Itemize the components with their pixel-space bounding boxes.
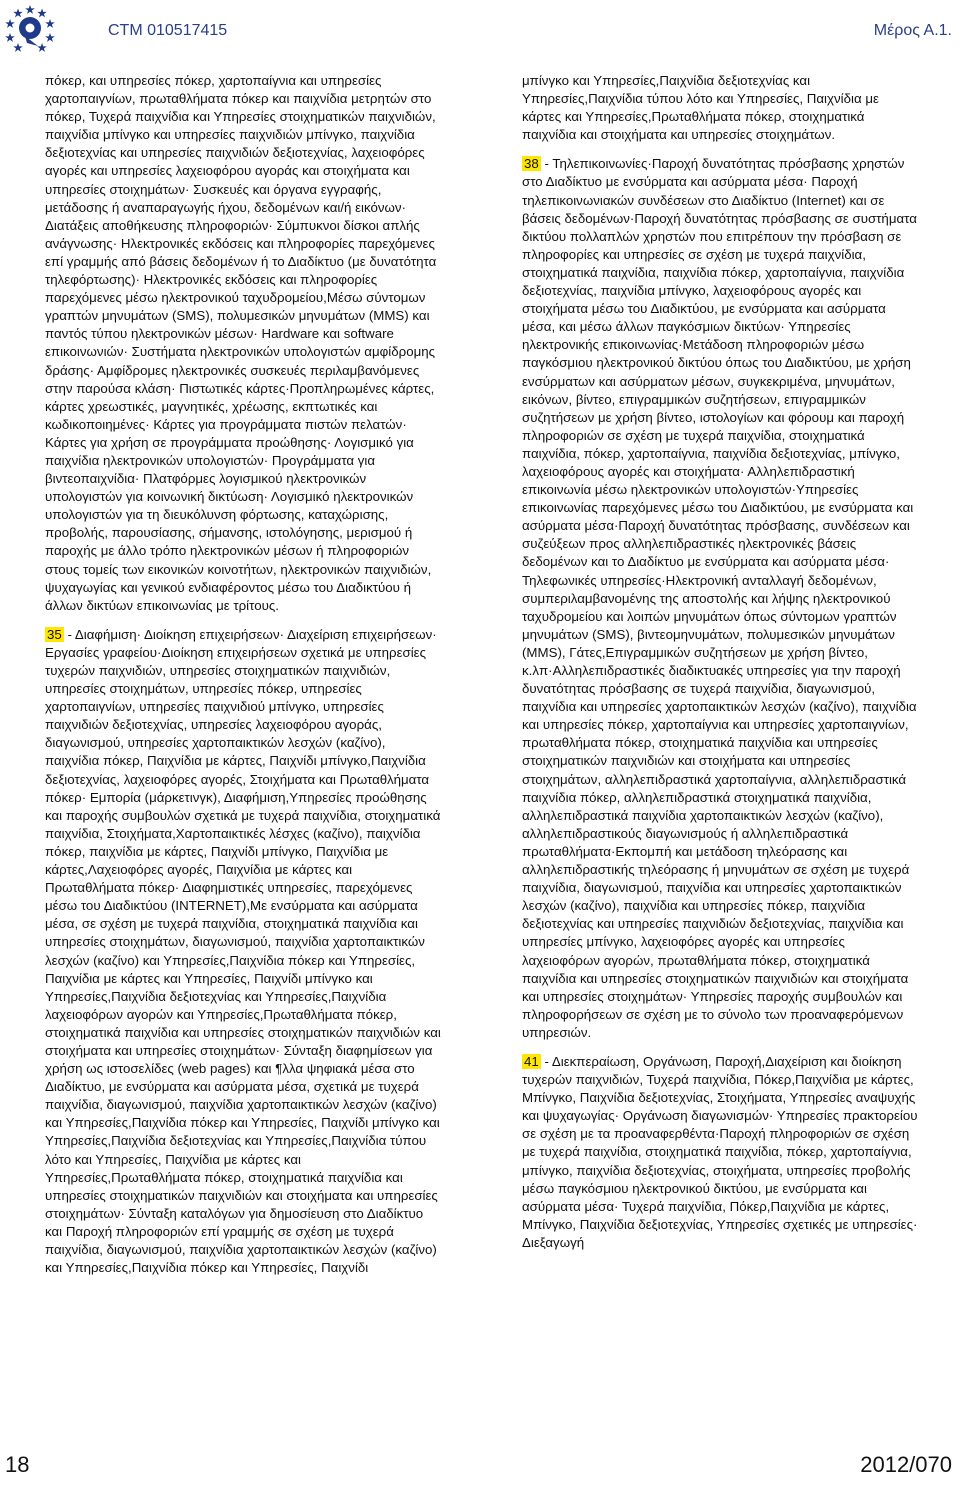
part-label: Μέρος Α.1. bbox=[873, 22, 952, 39]
class-number-35: 35 bbox=[47, 626, 62, 642]
paragraph-class-41 bbox=[522, 1053, 920, 1252]
class-35-text: - Διαφήμιση· Διοίκηση επιχειρήσεων· Διαχείριση επιχειρήσεων· Εργασίες γραφείου·Διοίκηση επιχειρήσεων σχετικά με υπηρεσίες τυχερών παιχνιδιών, υπηρεσίες στοιχηματικών παιχνιδιών, υπηρεσίες στοιχημάτων, υπηρεσίες πόκερ, υπηρεσίες χαρτοπαιγνίων, υπηρεσίες παιχνιδιού μπίνγκο, υπηρεσίες παιχνιδιών δεξιοτεχνίας, υπηρεσίες λαχειοφόρου αγοράς, διαγωνισμού, υπηρεσίες χαρτοπαικτικών λεσχών (καζίνο), παιχνίδια πόκερ, Παιχνίδια με κάρτες, Παιχνίδι μπίνγκο,Παιχνίδια δεξιοτεχνίας, λαχειοφόρες αγορές, Στοιχήματα και Πρωταθλήματα πόκερ· Εμπορία (μάρκετινγκ), Διαφήμιση,Υπηρεσίες προώθησης και παροχής συμβουλών σχετικά με τυχερά παιχνίδια, στοιχηματικά παιχνίδια, Στοιχήματα,Χαρτοπαικτικές λέσχες (καζίνο), παιχνίδια πόκερ, παιχνίδια με κάρτες, Παιχνίδι μπίνγκο, Παιχνίδια με κάρτες,Λαχειοφόρες αγορές, Παιχνίδια με κάρτες και Πρωταθλήματα πόκερ· Διαφημιστικές υπηρεσίες, παρεχόμενες μέσω του Διαδικτύου (INTERNET),Με ενσύρματα και ασύρματα μέσα, σε σχέση με τυχερά παιχνίδια, στοιχηματικά παιχνίδια και υπηρεσίες στοιχημάτων, διαγωνισμού, παιχνίδια χαρτοπαικτικών λεσχών (καζίνο) και Υπηρεσίες,Παιχνίδια πόκερ και Υπηρεσίες, Παιχνίδια με κάρτες και Υπηρεσίες, Παιχνίδι μπίνγκο και Υπηρεσίες,Παιχνίδια δεξιοτεχνίας και Υπηρεσίες,Παιχνίδια λαχειοφόρων αγορών και Υπηρεσίες,Πρωταθλήματα πόκερ, στοιχηματικά παιχνίδια και υπηρεσίες στοιχηματικών παιχνιδιών και στοιχήματα και υπηρεσίες στοιχημάτων· Σύνταξη διαφημίσεων για χρήση ως ιστοσελίδες (web pages) και ¶λλα ψηφιακά μέσα στο Διαδίκτυο, με ενσύρματα και ασύρματα μέσα, σχετικά με τυχερά παιχνίδια, διαγωνισμού, παιχνίδια χαρτοπαικτικών λεσχών (καζίνο) και Υπηρεσίες,Παιχνίδια πόκερ και Υπηρεσίες, Παιχνίδι μπίνγκο και Υπηρεσίες,Παιχνίδια δεξιοτεχνίας και Υπηρεσίες,Παιχνίδια τύπου λότο και Υπηρεσίες, Παιχνίδια με κάρτες και Υπηρεσίες,Πρωταθλήματα πόκερ, στοιχηματικά παιχνίδια και υπηρεσίες στοιχηματικών παιχνιδιών και στοιχήματα και υπηρεσίες στοιχημάτων· Σύνταξη καταλόγων για δημοσίευση στο Διαδίκτυο και Παροχή πληροφοριών επί γραμμής σε σχέση με τυχερά παιχνίδια, διαγωνισμού, παιχνίδια χαρτοπαικτικών λεσχών (καζίνο) και Υπηρεσίες,Παιχνίδια πόκερ και Υπηρεσίες, Παιχνίδι bbox=[45, 626, 441, 1276]
paragraph-class-35-continued: μπίνγκο και Υπηρεσίες,Παιχνίδια δεξιοτεχνίας και Υπηρεσίες,Παιχνίδια τύπου λότο και Υπηρεσίες, Παιχνίδια με κάρτες και Υπηρεσίες,Πρωταθλήματα πόκερ, στοιχηματικά παιχνίδια και στοιχήματα και υπηρεσίες στοιχημάτων. bbox=[522, 73, 879, 143]
bulletin-number: 2012/070 bbox=[860, 1452, 952, 1477]
eu-stars-logo-icon bbox=[3, 2, 57, 56]
trademark-code: CTM 010517415 bbox=[108, 22, 228, 39]
paragraph-class-38 bbox=[522, 155, 920, 1042]
class-number-41: 41 bbox=[524, 1053, 539, 1069]
class-number-38: 38 bbox=[524, 156, 539, 172]
right-column bbox=[522, 72, 920, 1263]
page-number: 18 bbox=[5, 1452, 30, 1477]
class-41-text: - Διεκπεραίωση, Οργάνωση, Παροχή,Διαχείριση και διοίκηση τυχερών παιχνιδιών, Τυχερά παιχνίδια, Πόκερ,Παιχνίδια με κάρτες, Μπίνγκο, Παιχνίδια δεξιοτεχνίας, Στοιχήματα, Υπηρεσίες αναψυχής και ψυχαγωγίας· Οργάνωση διαγωνισμών· Υπηρεσίες πρακτορείου σε σχέση με τα προαναφερθέντα·Παροχή πληροφοριών σε σχέση με τυχερά παιχνίδια, στοιχηματικά παιχνίδια, πόκερ, χαρτοπαίγνια, μπίνγκο, παιχνίδια δεξιοτεχνίας, στοιχήματα, υπηρεσίες προβολής μέσω παγκόσμιου ηλεκτρονικού δικτύου, με ενσύρματα και ασύρματα μέσα· Τυχερά παιχνίδια, Πόκερ,Παιχνίδια με κάρτες, Μπίνγκο, Παιχνίδια δεξιοτεχνίας, Υπηρεσίες σχετικές με υπηρεσίες· Διεξαγωγή bbox=[522, 1053, 918, 1250]
paragraph-class-9-continued: πόκερ, και υπηρεσίες πόκερ, χαρτοπαίγνια και υπηρεσίες χαρτοπαιγνίων, πρωταθλήματα πόκερ και παιχνίδια μετρητών στο πόκερ, Τυχερά παιχνίδια και Υπηρεσίες στοιχηματικών παιχνιδιών, παιχνίδια μπίνγκο και υπηρεσίες παιχνιδιών μπίνγκο, παιχνίδια δεξιοτεχνίας και υπηρεσίες παιχνιδιών δεξιοτεχνίας, λαχειοφόρες αγορές και υπηρεσίες λαχειοφόρου αγοράς και στοιχήματα και υπηρεσίες στοιχημάτων· Συσκευές και όργανα εγγραφής, μετάδοσης ή αναπαραγωγής ήχου, δεδομένων και/ή εικόνων· Διατάξεις αποθήκευσης πληροφοριών· Σύμπυκνοι δίσκοι απλής ανάγνωσης· Ηλεκτρονικές εκδόσεις και πληροφορίες παρεχόμενες επί γραμμής από βάσεις δεδομένων ή το Διαδίκτυο (με δυνατότητα τηλεφόρτωσης)· Ηλεκτρονικές εκδόσεις και πληροφορίες παρεχόμενες μέσω ηλεκτρονικού ταχυδρομείου,Μέσω σύντομων γραπτών μηνυμάτων (SMS), πολυμεσικών μηνυμάτων (MMS) και παντός τύπου ηλεκτρονικών μέσων· Hardware και software επικοινωνιών· Συστήματα ηλεκτρονικών υπολογιστών αμφίδρομης δράσης· Αμφίδρομες ηλεκτρονικές συσκευές περιλαμβανόμενες στην παρούσα κλάση· Πιστωτικές κάρτες·Προπληρωμένες κάρτες, κάρτες χρεωστικές, μαγνητικές, χρέωσης, εκπτωτικές και κωδικοποιημένες· Κάρτες για προγράμματα πιστών πελατών· Κάρτες για χρήση σε προγράμματα προώθησης· Λογισμικό για παιχνίδια ηλεκτρονικών υπολογιστών· Προγράμματα για βιντεοπαιχνίδια· Πλατφόρμες λογισμικού ηλεκτρονικών υπολογιστών για κοινωνική δικτύωση· Λογισμικό ηλεκτρονικών υπολογιστών για τη διευκόλυνση φόρτωσης, καταχώρισης, προβολής, παρουσίασης, σήμανσης, ιστολόγησης, μερισμού ή παροχής με άλλο τρόπο ηλεκτρονικών μέσων ή πληροφοριών στους τομείς των εικονικών κοινοτήτων, ηλεκτρονικών παιχνιδιών, ψυχαγωγίας και γενικού ενδιαφέροντος μέσω του Διαδικτύου ή άλλων δικτύων επικοινωνίας με τρίτους. bbox=[45, 73, 437, 613]
class-38-text: - Τηλεπικοινωνίες·Παροχή δυνατότητας πρόσβασης χρηστών στο Διαδίκτυο με ενσύρματα και ασύρματα μέσα· Παροχή τηλεπικοινωνιακών συνδέσεων στο Διαδίκτυο (Internet) και σε βάσεις δεδομένων·Παροχή δυνατότητας πρόσβασης σε συστήματα δικτύου πολλαπλών χρηστών που επιτρέπουν την πρόσβαση σε πληροφορίες και υπηρεσίες σε σχέση με τυχερά παιχνίδια, στοιχηματικά παιχνίδια, παιχνίδια πόκερ, χαρτοπαίγνια, παιχνίδια δεξιοτεχνίας, παιχνίδια μπίνγκο, λαχειοφόρους αγορές και στοιχήματα μέσω του Διαδικτύου, με ενσύρματα και ασύρματα μέσα, και μέσω άλλων παγκόσμιων δικτύων· Υπηρεσίες ηλεκτρονικής επικοινωνίας·Μετάδοση πληροφοριών μέσω παγκόσμιου ηλεκτρονικού δικτύου όπως του Διαδικτύου, με χρήση ενσύρματων και ασύρματων μέσων, συγκεκριμένα, μηνυμάτων, εικόνων, βίντεο, επιγραμμικών συζητήσεων, επιγραμμικών συζητήσεων με χρήση βίντεο, ιστολογίων και φόρουμ και παροχή πληροφοριών σε σχέση με τυχερά παιχνίδια, στοιχηματικά παιχνίδια, πόκερ, χαρτοπαίγνια, παιχνίδια δεξιοτεχνίας, μπίνγκο, λαχειοφόρους αγορές και στοιχήματα· Αλληλεπιδραστική επικοινωνία μέσω ηλεκτρονικών υπολογιστών·Υπηρεσίες επικοινωνίας παρεχόμενες μέσω του Διαδικτύου, με ενσύρματα και ασύρματα μέσα·Παροχή δυνατότητας πρόσβασης, συνδέσεων και συζεύξεων προς αλληλεπιδραστικές ηλεκτρονικές βάσεις δεδομένων και το Διαδίκτυο με ενσύρματα και ασύρματα μέσα· Τηλεφωνικές υπηρεσίες·Ηλεκτρονική ανταλλαγή δεδομένων, συμπεριλαμβανομένης της αποστολής και λήψης ηλεκτρονικού ταχυδρομείου και λοιπών μηνυμάτων όπως σύντομων γραπτών μηνυμάτων (SMS), βιντεομηνυμάτων, πολυμεσικών μηνυμάτων (MMS), Γάτες,Επιγραμμικών συζητήσεων με χρήση βίντεο, κ.λπ·Αλληλεπιδραστικές διαδικτυακές υπηρεσίες για την παροχή δυνατότητας πρόσβασης σε τυχερά παιχνίδια, διαγωνισμού, παιχνίδια και υπηρεσίες χαρτοπαικτικών λεσχών (καζίνο), παιχνίδια και υπηρεσίες πόκερ, χαρτοπαίγνια και υπηρεσίες χαρτοπαιγνίων, πρωταθλήματα πόκερ, στοιχηματικά παιχνίδια και υπηρεσίες στοιχηματικών παιχνιδιών και στοιχήματα και υπηρεσίες στοιχημάτων, αλληλεπιδραστικά χαρτοπαίγνια, αλληλεπιδραστικά παιχνίδια πόκερ, αλληλεπιδραστικά στοιχηματικά παιχνίδια, αλληλεπιδραστικά παιχνίδια χαρτοπαικτικών λεσχών (καζίνο), αλληλεπιδραστικούς διαγωνισμούς ή αλληλεπιδραστικά πρωταθλήματα·Εκπομπή και μετάδοση τηλεόρασης και αλληλεπιδραστικής τηλεόρασης ή μηνυμάτων σε σχέση με τυχερά παιχνίδια, διαγωνισμού, παιχνίδια και υπηρεσίες χαρτοπαικτικών λεσχών (καζίνο), παιχνίδια και υπηρεσίες πόκερ, παιχνίδια δεξιοτεχνίας και υπηρεσίες παιχνιδιών δεξιοτεχνίας, παιχνίδια και υπηρεσίες μπίνγκο, λαχειοφόρες αγορές και υπηρεσίες λαχειοφόρων αγορών, πρωταθλήματα πόκερ, στοιχηματικά παιχνίδια και υπηρεσίες στοιχηματικών παιχνιδιών και στοιχήματα και υπηρεσίες στοιχημάτων· Υπηρεσίες παροχής συμβουλών και πληροφορήσεων σε σχέση με το σύνολο των προαναφερόμενων υπηρεσιών. bbox=[522, 156, 917, 1040]
left-column bbox=[45, 72, 443, 1288]
paragraph-class-35 bbox=[45, 626, 443, 1277]
